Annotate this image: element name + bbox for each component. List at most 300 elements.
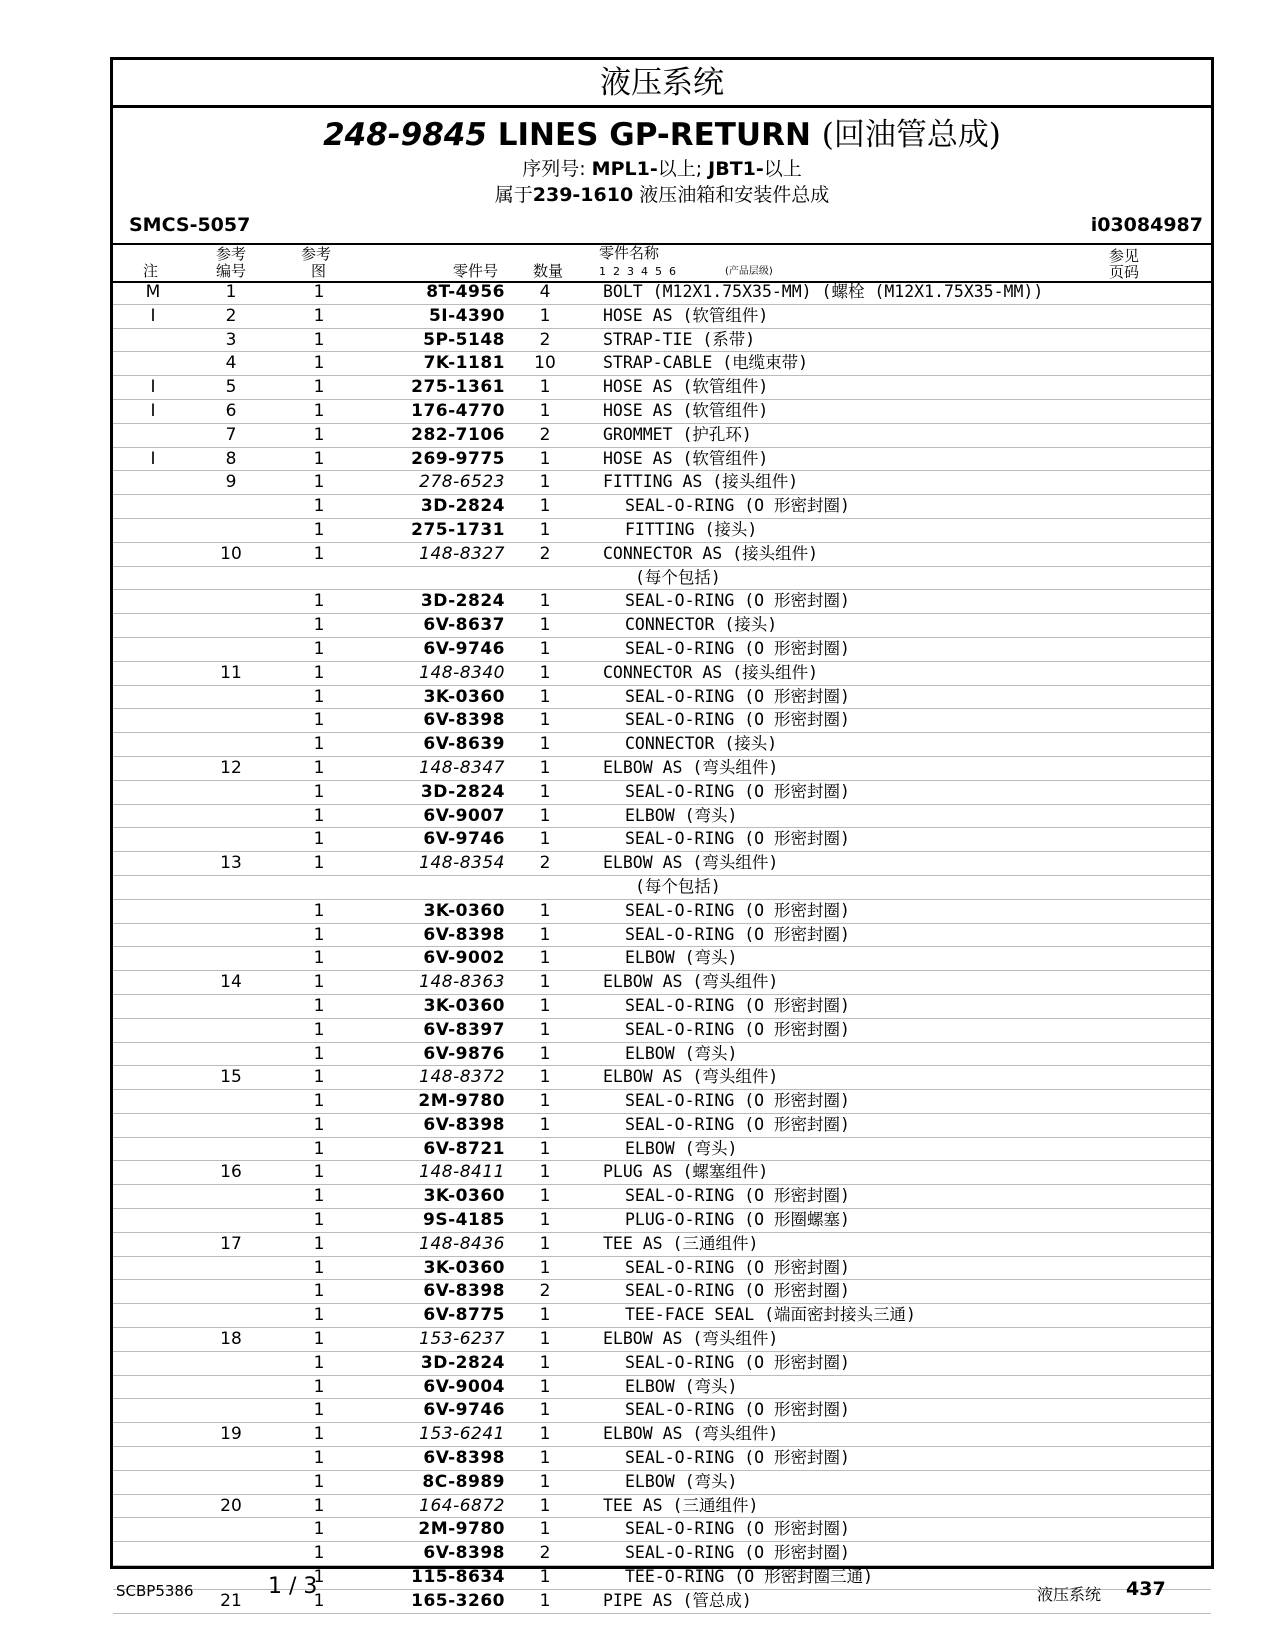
col-levels: 1 2 3 4 5 6 [599,265,676,278]
table-row [113,448,1211,472]
figure-cell: 1 [313,377,325,398]
part-name-cell: SEAL-O-RING (O 形密封圈) [625,1019,850,1039]
figure-cell: 1 [313,995,325,1016]
part-number-cell: 278-6523 [419,472,505,493]
part-name-cell: GROMMET (护孔环) [603,424,752,444]
quantity-cell: 1 [539,448,551,469]
quantity-cell: 1 [539,1305,551,1326]
figure-cell: 1 [313,1424,325,1445]
table-row [113,1328,1211,1352]
part-number-cell: 6V-8398 [423,1281,505,1302]
part-name-cell: SEAL-O-RING (O 形密封圈) [625,995,850,1015]
figure-cell: 1 [313,638,325,659]
col-page-top: 参见 [1109,247,1140,265]
figure-cell: 1 [313,1590,325,1611]
belongs-post: 液压油箱和安装件总成 [639,184,830,206]
belongs-part: 239-1610 [532,184,634,206]
part-name-cell: SEAL-O-RING (O 形密封圈) [625,829,850,849]
part-number-cell: 6V-9004 [423,1376,505,1397]
part-number-cell: 3D-2824 [420,496,505,517]
quantity-cell: 1 [539,805,551,826]
quantity-cell: 2 [539,1543,551,1564]
part-name-cell: ELBOW (弯头) [625,1376,738,1396]
figure-cell: 1 [313,400,325,421]
ref-number-cell: 12 [220,757,242,778]
part-number-cell: 5P-5148 [423,329,505,350]
table-row [113,1090,1211,1114]
table-row [113,352,1211,376]
group-part-number: 248-9845 [323,117,487,153]
part-name-cell: ELBOW (弯头) [625,1471,738,1491]
part-number-cell: 6V-8721 [423,1138,505,1159]
part-name-cell: PLUG-O-RING (O 形圈螺塞) [625,1210,850,1230]
part-name-cell: PIPE AS (管总成) [603,1590,752,1610]
table-row [113,781,1211,805]
part-name-cell: SEAL-O-RING (O 形密封圈) [625,1114,850,1134]
quantity-cell: 10 [534,353,556,374]
quantity-cell: 1 [539,924,551,945]
col-levels-note: (产品层级) [725,266,773,277]
part-name-cell: ELBOW AS (弯头组件) [603,1424,779,1444]
table-row [113,1066,1211,1090]
quantity-cell: 2 [539,1281,551,1302]
quantity-cell: 1 [539,1233,551,1254]
table-row [113,1376,1211,1400]
col-qty: 数量 [533,262,564,280]
part-number-cell: 165-3260 [411,1590,505,1611]
figure-cell: 1 [313,305,325,326]
part-number-cell: 176-4770 [411,400,505,421]
col-note: 注 [143,262,159,280]
quantity-cell: 1 [539,829,551,850]
part-name-cell: HOSE AS (软管组件) [603,400,769,420]
ref-number-cell: 6 [225,400,237,421]
part-number-cell: 148-8436 [419,1233,505,1254]
part-number-cell: 8T-4956 [426,282,505,302]
ref-number-cell: 16 [220,1162,242,1183]
quantity-cell: 1 [539,948,551,969]
quantity-cell: 1 [539,1019,551,1040]
part-name-cell: (每个包括) [635,567,721,587]
figure-cell: 1 [313,543,325,564]
serial-range-2: JBT1- [708,158,764,180]
part-name-cell: SEAL-O-RING (O 形密封圈) [625,591,850,611]
quantity-cell: 1 [539,972,551,993]
quantity-cell: 1 [539,1424,551,1445]
part-number-cell: 269-9775 [411,448,505,469]
quantity-cell: 1 [539,638,551,659]
figure-cell: 1 [313,591,325,612]
part-name-cell: HOSE AS (软管组件) [603,448,769,468]
quantity-cell: 1 [539,1114,551,1135]
figure-cell: 1 [313,353,325,374]
part-name-cell: SEAL-O-RING (O 形密封圈) [625,781,850,801]
quantity-cell: 1 [539,1519,551,1540]
table-row [113,995,1211,1019]
figure-cell: 1 [313,1043,325,1064]
part-name-cell: SEAL-O-RING (O 形密封圈) [625,924,850,944]
quantity-cell: 1 [539,781,551,802]
quantity-cell: 1 [539,1495,551,1516]
part-number-cell: 6V-9746 [423,829,505,850]
part-number-cell: 3K-0360 [423,686,505,707]
part-name-cell: SEAL-O-RING (O 形密封圈) [625,1543,850,1563]
part-number-cell: 8C-8989 [422,1471,505,1492]
table-row [113,1495,1211,1519]
part-name-cell: CONNECTOR AS (接头组件) [603,543,819,563]
part-number-cell: 6V-9746 [423,638,505,659]
part-name-cell: ELBOW AS (弯头组件) [603,757,779,777]
ref-number-cell: 8 [225,448,237,469]
table-row [113,1447,1211,1471]
quantity-cell: 1 [539,1329,551,1350]
part-number-cell: 148-8340 [419,662,505,683]
table-row [113,1138,1211,1162]
part-name-cell: ELBOW (弯头) [625,948,738,968]
part-name-cell: SEAL-O-RING (O 形密封圈) [625,900,850,920]
quantity-cell: 1 [539,1590,551,1611]
part-number-cell: 6V-8637 [423,615,505,636]
part-number-cell: 6V-8397 [423,1019,505,1040]
part-number-cell: 2M-9780 [418,1091,505,1112]
table-row [113,519,1211,543]
part-number-cell: 3D-2824 [420,1352,505,1373]
quantity-cell: 1 [539,757,551,778]
figure-cell: 1 [313,853,325,874]
table-row [113,495,1211,519]
table-row [113,709,1211,733]
table-row [113,281,1211,305]
part-number-cell: 153-6241 [419,1424,505,1445]
part-name-cell: TEE AS (三通组件) [603,1495,759,1515]
table-row [113,400,1211,424]
col-fig-top: 参考 [301,245,332,263]
quantity-cell: 1 [539,1210,551,1231]
part-name-cell: PLUG AS (螺塞组件) [603,1162,769,1182]
part-number-cell: 3K-0360 [423,900,505,921]
part-number-cell: 3K-0360 [423,1257,505,1278]
part-number-cell: 6V-9002 [423,948,505,969]
figure-cell: 1 [313,1519,325,1540]
table-row [113,1114,1211,1138]
section-title: 液压系统 [113,60,1211,108]
part-name-cell: HOSE AS (软管组件) [603,377,769,397]
quantity-cell: 1 [539,305,551,326]
ref-number-cell: 11 [220,662,242,683]
ref-number-cell: 20 [220,1495,242,1516]
table-row [113,686,1211,710]
part-name-cell: SEAL-O-RING (O 形密封圈) [625,1352,850,1372]
figure-cell: 1 [313,757,325,778]
ref-number-cell: 2 [225,305,237,326]
part-name-cell: FITTING AS (接头组件) [603,472,799,492]
part-number-cell: 7K-1181 [423,353,505,374]
ref-number-cell: 7 [225,424,237,445]
part-name-cell: SEAL-O-RING (O 形密封圈) [625,1519,850,1539]
table-row [113,1399,1211,1423]
part-name-cell: ELBOW AS (弯头组件) [603,853,779,873]
table-row [113,1043,1211,1067]
part-number-cell: 3K-0360 [423,995,505,1016]
quantity-cell: 1 [539,995,551,1016]
figure-cell: 1 [313,1019,325,1040]
table-row [113,900,1211,924]
figure-cell: 1 [313,1210,325,1231]
note-cell: I [150,377,156,398]
quantity-cell: 1 [539,377,551,398]
figure-cell: 1 [313,1162,325,1183]
table-row [113,1185,1211,1209]
part-name-cell: FITTING (接头) [625,519,758,539]
ref-number-cell: 1 [225,282,237,302]
belongs-line [113,182,1211,208]
table-row [113,924,1211,948]
part-number-cell: 115-8634 [411,1567,505,1588]
part-number-cell: 148-8327 [419,543,505,564]
table-row [113,638,1211,662]
part-name-cell: SEAL-O-RING (O 形密封圈) [625,1257,850,1277]
part-number-cell: 6V-8639 [423,734,505,755]
figure-cell: 1 [313,829,325,850]
ref-number-cell: 9 [225,472,237,493]
figure-cell: 1 [313,805,325,826]
ref-number-cell: 14 [220,972,242,993]
col-name: 零件名称 [599,244,660,262]
table-row [113,852,1211,876]
ref-number-cell: 21 [220,1590,242,1611]
part-name-cell: ELBOW AS (弯头组件) [603,972,779,992]
figure-cell: 1 [313,1329,325,1350]
table-row [113,1304,1211,1328]
ref-number-cell: 10 [220,543,242,564]
part-number-cell: 5I-4390 [428,305,505,326]
ref-number-cell: 19 [220,1424,242,1445]
part-number-cell: 148-8411 [419,1162,505,1183]
table-row [113,329,1211,353]
quantity-cell: 1 [539,900,551,921]
quantity-cell: 1 [539,1091,551,1112]
quantity-cell: 1 [539,1400,551,1421]
table-row [113,876,1211,900]
quantity-cell: 1 [539,1138,551,1159]
part-number-cell: 164-6872 [419,1495,505,1516]
table-row [113,305,1211,329]
quantity-cell: 1 [539,472,551,493]
quantity-cell: 1 [539,710,551,731]
part-number-cell: 282-7106 [411,424,505,445]
part-name-cell: SEAL-O-RING (O 形密封圈) [625,1186,850,1206]
figure-cell: 1 [313,1305,325,1326]
figure-cell: 1 [313,496,325,517]
table-row [113,805,1211,829]
figure-cell: 1 [313,662,325,683]
quantity-cell: 1 [539,1471,551,1492]
note-cell: I [150,400,156,421]
part-name-cell: SEAL-O-RING (O 形密封圈) [625,1091,850,1111]
part-name-cell: (每个包括) [635,876,721,896]
table-row [113,567,1211,591]
smcs-code: SMCS-5057 [129,214,251,236]
figure-cell: 1 [313,448,325,469]
part-name-cell: SEAL-O-RING (O 形密封圈) [625,710,850,730]
figure-cell: 1 [313,519,325,540]
part-name-cell: CONNECTOR (接头) [625,615,778,635]
figure-cell: 1 [313,1091,325,1112]
figure-cell: 1 [313,1567,325,1588]
quantity-cell: 1 [539,400,551,421]
table-row [113,590,1211,614]
part-name-cell: SEAL-O-RING (O 形密封圈) [625,1281,850,1301]
group-heading [113,116,1211,154]
serial-range-1: MPL1- [591,158,658,180]
table-row [113,1209,1211,1233]
table-row [113,614,1211,638]
footer-doc-id: SCBP5386 [116,1582,194,1600]
quantity-cell: 2 [539,329,551,350]
footer-page-number: 437 [1126,1578,1166,1600]
figure-cell: 1 [313,472,325,493]
belongs-pre: 属于 [494,184,533,206]
part-number-cell: 6V-8398 [423,924,505,945]
part-number-cell: 6V-8398 [423,1543,505,1564]
ref-number-cell: 3 [225,329,237,350]
figure-cell: 1 [313,1376,325,1397]
figure-cell: 1 [313,1138,325,1159]
quantity-cell: 1 [539,1376,551,1397]
figure-cell: 1 [313,424,325,445]
part-number-cell: 6V-8398 [423,710,505,731]
group-name-cn: (回油管总成) [821,117,1001,153]
quantity-cell: 1 [539,1186,551,1207]
figure-cell: 1 [313,1186,325,1207]
quantity-cell: 2 [539,424,551,445]
part-number-cell: 148-8363 [419,972,505,993]
quantity-cell: 1 [539,1352,551,1373]
ref-number-cell: 13 [220,853,242,874]
table-row [113,1257,1211,1281]
table-row [113,543,1211,567]
part-name-cell: ELBOW (弯头) [625,805,738,825]
quantity-cell: 1 [539,615,551,636]
part-number-cell: 6V-8398 [423,1448,505,1469]
quantity-cell: 1 [539,1448,551,1469]
figure-cell: 1 [313,710,325,731]
ref-number-cell: 5 [225,377,237,398]
figure-cell: 1 [313,282,325,302]
figure-cell: 1 [313,1543,325,1564]
part-name-cell: ELBOW AS (弯头组件) [603,1329,779,1349]
part-name-cell: CONNECTOR (接头) [625,734,778,754]
table-header [113,243,1211,283]
serial-text-1: 以上; [657,158,703,180]
table-row [113,471,1211,495]
parts-table [113,281,1211,1614]
part-name-cell: CONNECTOR AS (接头组件) [603,662,819,682]
figure-cell: 1 [313,1257,325,1278]
table-row [113,757,1211,781]
serial-label: 序列号: [522,158,586,180]
part-number-cell: 148-8347 [419,757,505,778]
footer-section: 液压系统 [1037,1585,1102,1604]
table-row [113,424,1211,448]
quantity-cell: 2 [539,543,551,564]
quantity-cell: 1 [539,1567,551,1588]
figure-cell: 1 [313,1448,325,1469]
table-row [113,1233,1211,1257]
part-name-cell: TEE-FACE SEAL (端面密封接头三通) [625,1305,916,1325]
ref-number-cell: 15 [220,1067,242,1088]
part-name-cell: STRAP-TIE (系带) [603,329,756,349]
table-row [113,1518,1211,1542]
table-row [113,947,1211,971]
table-row [113,1542,1211,1566]
quantity-cell: 1 [539,519,551,540]
part-number-cell: 3D-2824 [420,781,505,802]
quantity-cell: 1 [539,591,551,612]
figure-cell: 1 [313,1281,325,1302]
part-number-cell: 6V-9746 [423,1400,505,1421]
part-number-cell: 148-8372 [419,1067,505,1088]
part-name-cell: ELBOW (弯头) [625,1138,738,1158]
part-name-cell: ELBOW AS (弯头组件) [603,1067,779,1087]
table-row [113,733,1211,757]
serial-line [113,156,1211,182]
part-number-cell: 9S-4185 [423,1210,505,1231]
part-number-cell: 6V-9876 [423,1043,505,1064]
figure-cell: 1 [313,615,325,636]
figure-cell: 1 [313,1233,325,1254]
figure-cell: 1 [313,1352,325,1373]
ref-number-cell: 4 [225,353,237,374]
col-page-bottom: 页码 [1109,263,1140,281]
quantity-cell: 1 [539,1257,551,1278]
part-number-cell: 6V-8775 [423,1305,505,1326]
figure-cell: 1 [313,329,325,350]
figure-cell: 1 [313,1495,325,1516]
part-number-cell: 275-1731 [411,519,505,540]
note-cell: I [150,305,156,326]
quantity-cell: 1 [539,1043,551,1064]
part-name-cell: STRAP-CABLE (电缆束带) [603,353,809,373]
part-name-cell: TEE-O-RING (O 形密封圈三通) [625,1567,874,1587]
col-part: 零件号 [453,262,499,280]
figure-cell: 1 [313,686,325,707]
ref-number-cell: 18 [220,1329,242,1350]
part-name-cell: SEAL-O-RING (O 形密封圈) [625,686,850,706]
table-row [113,1423,1211,1447]
part-number-cell: 153-6237 [419,1329,505,1350]
part-number-cell: 6V-8398 [423,1114,505,1135]
quantity-cell: 2 [539,853,551,874]
figure-cell: 1 [313,734,325,755]
figure-cell: 1 [313,1067,325,1088]
table-row [113,1471,1211,1495]
col-ref-bottom: 编号 [216,262,247,280]
part-number-cell: 148-8354 [419,853,505,874]
part-name-cell: HOSE AS (软管组件) [603,305,769,325]
figure-cell: 1 [313,1114,325,1135]
col-fig-bottom: 图 [311,262,327,280]
quantity-cell: 4 [539,282,551,302]
figure-cell: 1 [313,972,325,993]
figure-cell: 1 [313,1471,325,1492]
part-name-cell: SEAL-O-RING (O 形密封圈) [625,496,850,516]
quantity-cell: 1 [539,686,551,707]
figure-cell: 1 [313,1400,325,1421]
figure-cell: 1 [313,948,325,969]
table-row [113,662,1211,686]
quantity-cell: 1 [539,1162,551,1183]
